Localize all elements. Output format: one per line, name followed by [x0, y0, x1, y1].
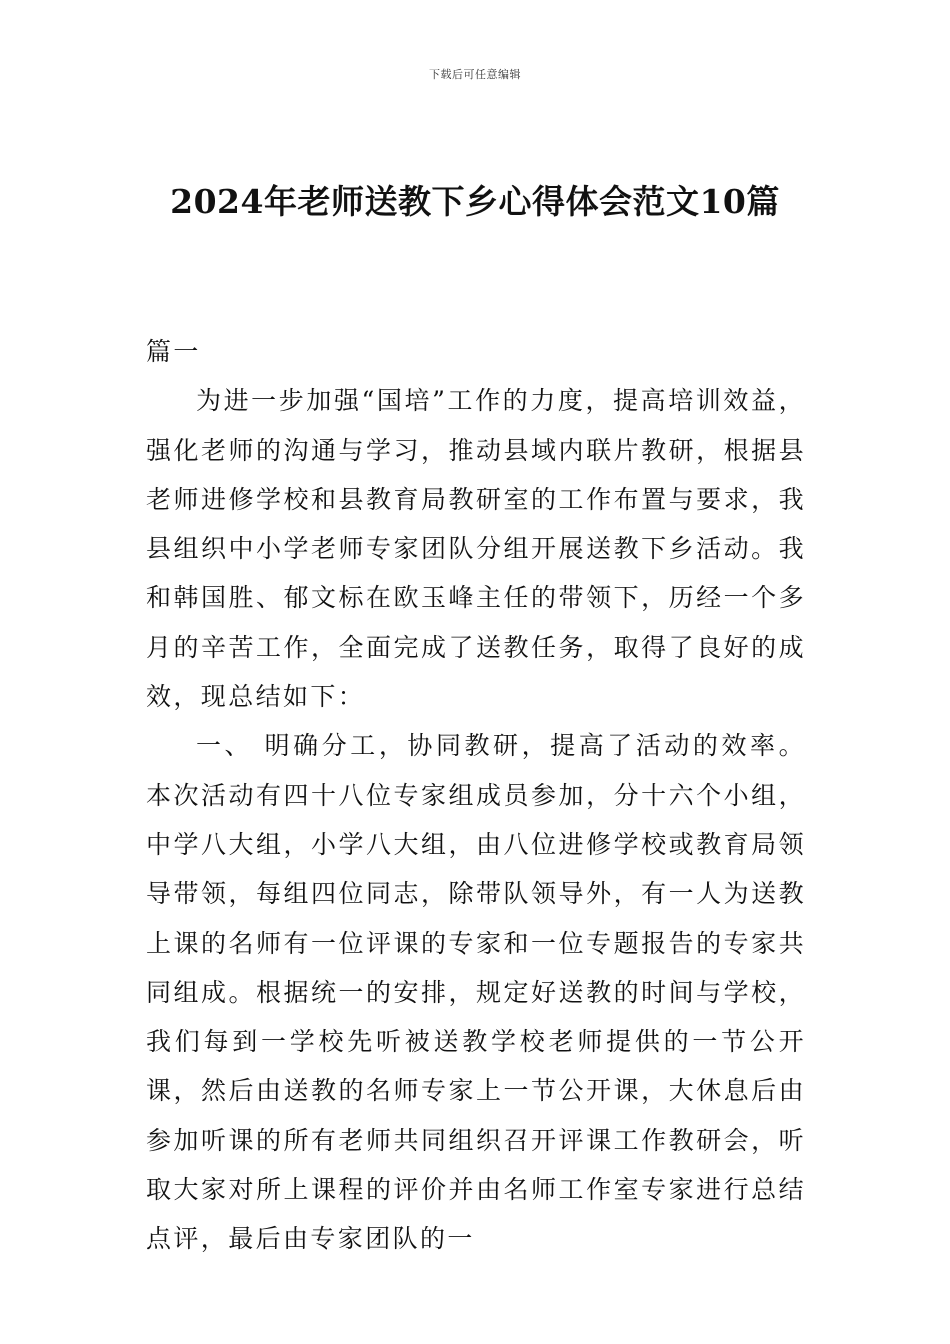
header-note: 下载后可任意编辑 — [429, 68, 521, 81]
paragraph: 为进一步加强“国培”工作的力度，提高培训效益，强化老师的沟通与学习，推动县域内联片教研，根据县老师进修学校和县教育局教研室的工作布置与要求，我县组织中小学老师专家团队分组开展送教下乡活动。我和韩国胜、郁文标在欧玉峰主任的带领下，历经一个多月的辛苦工作，全面完成了送教任务，取得了良好的成效，现总结如下： — [146, 386, 806, 712]
document-body — [146, 327, 806, 1264]
section-heading: 篇一 — [146, 337, 201, 366]
paragraph: 一、 明确分工，协同教研，提高了活动的效率。本次活动有四十八位专家组成员参加，分十六个小组，中学八大组，小学八大组，由八位进修学校或教育局领导带领，每组四位同志，除带队领导外，有一人为送教上课的名师有一位评课的专家和一位专题报告的专家共同组成。根据统一的安排，规定好送教的时间与学校，我们每到一学校先听被送教学校老师提供的一节公开课，然后由送教的名师专家上一节公开课，大休息后由参加听课的所有老师共同组织召开评课工作教研会，听取大家对所上课程的评价并由名师工作室专家进行总结点评，最后由专家团队的一 — [146, 731, 806, 1254]
document-title: 2024年老师送教下乡心得体会范文10篇 — [170, 182, 780, 221]
